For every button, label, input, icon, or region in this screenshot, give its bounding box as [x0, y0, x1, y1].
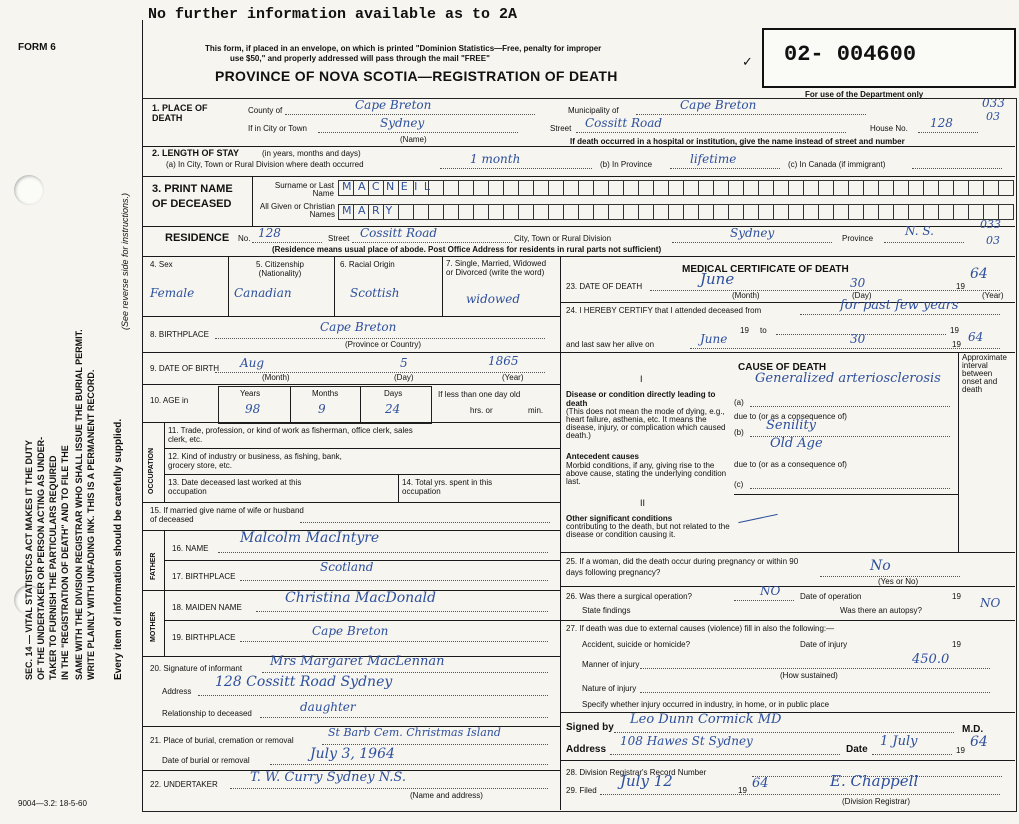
- age-days: 24: [385, 402, 401, 416]
- rule: [560, 760, 1015, 761]
- residence-prov-line: [884, 242, 964, 243]
- findings-label: State findings: [582, 606, 631, 615]
- attended-from: for past few years: [840, 298, 959, 313]
- mother-birthplace-line: [240, 641, 548, 642]
- municipality-label: Municipality of: [568, 106, 619, 115]
- certify-19-a: 19: [740, 326, 749, 335]
- dob-day-sub: (Day): [394, 373, 414, 382]
- last-saw-month: June: [700, 332, 728, 346]
- cause-a-line: [750, 406, 950, 407]
- residence-code-1: 033: [980, 218, 1001, 231]
- death-year: 64: [970, 266, 988, 282]
- rule: [164, 590, 165, 656]
- age-label: 10. AGE in: [150, 396, 189, 405]
- physician-address: 108 Hawes St Sydney: [620, 734, 753, 748]
- rule: [142, 316, 560, 317]
- birthplace-value: Cape Breton: [320, 320, 397, 334]
- stay-a-value: 1 month: [470, 152, 521, 166]
- pregnancy-value: No: [870, 558, 891, 574]
- father-birthplace-label: 17. BIRTHPLACE: [172, 572, 236, 581]
- birthplace-sub: (Province or Country): [345, 340, 422, 349]
- certify-19-b: 19: [950, 326, 959, 335]
- father-birthplace-line: [240, 580, 548, 581]
- burial-date-label: Date of burial or removal: [162, 756, 250, 765]
- relationship-line: [260, 717, 548, 718]
- occupation-11-label: 11. Trade, profession, or kind of work as fisherman, office clerk, sales clerk, etc.: [168, 426, 413, 444]
- other-conditions-label: Other significant conditions: [566, 514, 673, 523]
- given-value: MARY: [342, 204, 399, 217]
- county-line: [285, 114, 535, 115]
- certify-from-line: [800, 314, 1000, 315]
- death-month-sub: (Month): [732, 291, 760, 300]
- father-vertical-label: FATHER: [150, 552, 157, 580]
- min-label: min.: [528, 406, 544, 415]
- rule: [442, 256, 443, 316]
- cause-a-label: (a): [734, 398, 744, 407]
- surname-value: MACNEIL: [342, 180, 437, 193]
- rule: [560, 620, 1015, 621]
- rule: [734, 494, 958, 495]
- stay-b-line: [670, 168, 780, 169]
- signed-date-line: [872, 754, 952, 755]
- rule: [290, 386, 291, 422]
- city-value: Sydney: [380, 116, 425, 130]
- sex-label: 4. Sex: [150, 260, 173, 269]
- residence-street-line: [352, 242, 512, 243]
- accident-label: Accident, suicide or homicide?: [582, 640, 691, 649]
- interval-label: Approximate interval between onset and death: [962, 353, 1007, 394]
- municipality-line: [636, 114, 866, 115]
- street-value: Cossitt Road: [585, 116, 663, 130]
- residence-city-label: City, Town or Rural Division: [514, 234, 612, 243]
- burial-place-line: [322, 744, 548, 745]
- father-birthplace: Scotland: [320, 560, 374, 574]
- mother-maiden-line: [256, 611, 548, 612]
- street-line: [576, 132, 846, 133]
- record-number-label: 28. Division Registrar's Record Number: [566, 768, 707, 777]
- surgical-value: NO: [760, 584, 781, 598]
- due-to-label-2: due to (or as a consequence of): [734, 460, 847, 469]
- surname-boxes[interactable]: [338, 180, 1014, 196]
- certify-to-label: to: [760, 326, 767, 335]
- rule: [142, 422, 560, 423]
- stay-c-line: [912, 168, 1002, 169]
- residence-no-line: [252, 242, 322, 243]
- residence-prov: N. S.: [905, 224, 934, 238]
- dob-label: 9. DATE OF BIRTH: [150, 364, 220, 373]
- filed-year: 64: [752, 776, 769, 791]
- autopsy-value: NO: [980, 596, 1001, 610]
- given-label: All Given or Christian Names: [259, 202, 335, 219]
- surgical-label: 26. Was there a surgical operation?: [566, 592, 692, 601]
- part-ii: II: [640, 498, 646, 508]
- dob-day: 5: [400, 356, 408, 370]
- informant-signature: Mrs Margaret MacLennan: [270, 654, 445, 669]
- dob-year: 1865: [488, 354, 519, 368]
- racial-origin-value: Scottish: [350, 286, 400, 300]
- informant-label: 20. Signature of informant: [150, 664, 243, 673]
- dept-code-1: 033: [982, 96, 1005, 110]
- burial-place-label: 21. Place of burial, cremation or removal: [150, 736, 294, 745]
- cause-a-value: Generalized arteriosclerosis: [755, 371, 941, 386]
- rule: [334, 256, 335, 316]
- medical-certificate-title: MEDICAL CERTIFICATE OF DEATH: [682, 264, 849, 275]
- spouse-line: [300, 522, 550, 523]
- date-of-death-line: [650, 290, 1000, 291]
- rule: [142, 146, 1015, 147]
- cause-c-label: (c): [734, 480, 744, 489]
- stay-b-value: lifetime: [690, 152, 737, 166]
- marital-value: widowed: [466, 292, 521, 306]
- age-years-label: Years: [240, 389, 261, 398]
- rule: [560, 712, 1015, 713]
- notice-line-1: This form, if placed in an envelope, on which is printed "Dominion Statistics—Free, penalty for improper: [205, 44, 602, 53]
- birthplace-label: 8. BIRTHPLACE: [150, 330, 209, 339]
- relationship-value: daughter: [300, 700, 356, 714]
- rule: [560, 586, 1015, 587]
- death-day: 30: [850, 276, 866, 290]
- cause-of-death-title: CAUSE OF DEATH: [738, 362, 827, 373]
- nature-label: Nature of injury: [582, 684, 637, 693]
- hrs-label: hrs. or: [470, 406, 493, 415]
- occupation-12-label: 12. Kind of industry or business, as fishing, bank, grocery store, etc.: [168, 452, 342, 470]
- injury-19: 19: [952, 640, 961, 649]
- length-of-stay-label: 2. LENGTH OF STAY: [152, 148, 240, 158]
- sex-value: Female: [150, 286, 195, 300]
- occupation-13-label: 13. Date deceased last worked at this occupation: [168, 478, 302, 496]
- date-of-death-label: 23. DATE OF DEATH: [566, 282, 643, 291]
- certify-label: 24. I HEREBY CERTIFY that I attended deceased from: [566, 306, 762, 315]
- mother-birthplace-label: 19. BIRTHPLACE: [172, 633, 236, 642]
- external-causes-label: 27. If death was due to external causes (violence) fill in also the following:—: [566, 624, 835, 633]
- rule: [560, 552, 1015, 553]
- signed-by-line: [614, 732, 954, 733]
- form-footer-code: 9004—3.2: 18-5-60: [18, 799, 87, 808]
- manner-label: Manner of injury: [582, 660, 640, 669]
- place-of-death-label: 1. PLACE OF DEATH: [152, 103, 208, 123]
- informant-address: 128 Cossitt Road Sydney: [215, 674, 393, 690]
- racial-origin-label: 6. Racial Origin: [340, 260, 395, 269]
- side-line: SEC. 14 — VITAL STATISTICS ACT MAKES IT THE DUTY: [24, 439, 34, 680]
- disease-note: (This does not mean the mode of dying, e.g., heart failure, asthenia, etc. It means the disease, injury, or complication which caused death.): [566, 407, 726, 440]
- undertaker-line: [230, 788, 548, 789]
- county-label: County of: [248, 106, 283, 115]
- residence-no: 128: [258, 226, 281, 240]
- rule: [228, 256, 229, 316]
- center-rule: [560, 256, 561, 810]
- rule: [164, 448, 560, 449]
- stay-b-label: (b) In Province: [600, 160, 653, 169]
- side-line: SAME WITH THE DIVISION REGISTRAR WHO SHALL ISSUE THE BURIAL PERMIT.: [74, 329, 84, 680]
- autopsy-label: Was there an autopsy?: [840, 606, 922, 615]
- antecedent-label: Antecedent causes: [566, 452, 639, 461]
- less-than-day-label: If less than one day old: [438, 390, 521, 399]
- filed-year-prefix: 19: [738, 786, 747, 795]
- left-rule: [142, 20, 143, 810]
- physician-address-label: Address: [566, 744, 607, 755]
- side-note: Every item of information should be carefully supplied.: [113, 418, 124, 680]
- last-saw-day: 30: [850, 332, 866, 346]
- residence-label: RESIDENCE: [165, 232, 230, 244]
- signed-date-label: Date: [846, 744, 868, 755]
- age-days-label: Days: [384, 389, 403, 398]
- spouse-label: 15. If married give name of wife or husband of deceased: [150, 506, 304, 524]
- street-label: Street: [550, 124, 572, 133]
- side-line: WRITE PLAINLY WITH UNFADING INK. THIS IS A PERMANENT RECORD.: [86, 369, 96, 680]
- house-line: [918, 132, 978, 133]
- citizenship-value: Canadian: [234, 286, 292, 300]
- division-registrar-signature: E. Chappell: [830, 772, 919, 790]
- cause-b-label: (b): [734, 428, 744, 437]
- father-name: Malcolm MacIntyre: [240, 530, 380, 546]
- side-line: OF THE UNDERTAKER OR PERSON ACTING AS UNDER-: [36, 436, 46, 680]
- print-name-label: 3. PRINT NAME OF DECEASED: [152, 183, 233, 210]
- rule: [142, 176, 1015, 177]
- death-day-sub: (Day): [852, 291, 872, 300]
- rule: [958, 352, 959, 552]
- father-name-label: 16. NAME: [172, 544, 209, 553]
- rule: [164, 422, 165, 502]
- informant-address-label: Address: [162, 687, 192, 696]
- undertaker-label: 22. UNDERTAKER: [150, 780, 218, 789]
- signed-by-label: Signed by: [566, 722, 614, 733]
- death-month: June: [700, 270, 735, 288]
- rule: [164, 474, 560, 475]
- signed-year: 64: [970, 734, 988, 750]
- occupation-14-label: 14. Total yrs. spent in this occupation: [402, 478, 493, 496]
- dob-year-sub: (Year): [502, 373, 524, 382]
- dob-month: Aug: [240, 356, 265, 370]
- rule: [360, 386, 361, 422]
- rule: [398, 474, 399, 502]
- filed-line: [600, 794, 1000, 795]
- last-saw-label: and last saw her alive on: [566, 340, 655, 349]
- undertaker-sub: (Name and address): [410, 791, 483, 800]
- mother-birthplace: Cape Breton: [312, 624, 389, 638]
- residence-street-label: Street: [328, 234, 350, 243]
- filed-date: July 12: [620, 772, 673, 790]
- top-note: No further information available as to 2A: [148, 6, 518, 23]
- disease-label: Disease or condition directly leading to death: [566, 390, 716, 408]
- mother-vertical-label: MOTHER: [150, 611, 157, 642]
- pregnancy-label: 25. If a woman, did the death occur during pregnancy or within 90 days following pregnancy?: [566, 557, 799, 577]
- signed-date: 1 July: [880, 734, 918, 749]
- due-to-label-1: due to (or as a consequence of): [734, 412, 847, 421]
- informant-address-line: [198, 695, 548, 696]
- residence-street: Cossitt Road: [360, 226, 438, 240]
- burial-date-line: [270, 764, 548, 765]
- cause-c-line: [750, 488, 950, 489]
- notice-line-2: use $50," and properly addressed will pass through the mail "FREE": [230, 54, 490, 63]
- given-boxes[interactable]: [338, 204, 1014, 220]
- name-sublabel: (Name): [400, 135, 427, 144]
- last-saw-19: 19: [952, 340, 961, 349]
- side-line: TAKER TO FURNISH THE PARTICULARS REQUIRED: [48, 455, 58, 680]
- mother-maiden: Christina MacDonald: [285, 590, 436, 606]
- death-year-sub: (Year): [982, 291, 1004, 300]
- residence-code-2: 03: [986, 234, 1000, 247]
- death-year-prefix: 19: [956, 282, 965, 291]
- dept-code-2: 03: [986, 110, 1000, 123]
- manner-code: 450.0: [912, 652, 950, 667]
- age-months-label: Months: [312, 389, 339, 398]
- rule: [252, 177, 253, 227]
- informant-line: [262, 672, 548, 673]
- rule: [142, 384, 560, 385]
- cause-b-value: Senility: [766, 418, 817, 433]
- residence-prov-label: Province: [842, 234, 874, 243]
- birthplace-line: [215, 338, 545, 339]
- specify-label: Specify whether injury occurred in industry, in home, or in public place: [582, 700, 830, 709]
- side-instructions: [24, 329, 124, 690]
- burial-date: July 3, 1964: [310, 746, 395, 762]
- surname-label: Surname or Last Name: [274, 181, 334, 198]
- house-label: House No.: [870, 124, 908, 133]
- registration-number-box: [762, 28, 1016, 88]
- residence-note: (Residence means usual place of abode. Post Office Address for residents in rural parts not sufficient): [272, 245, 662, 254]
- rule: [142, 256, 1015, 257]
- citizenship-label: 5. Citizenship (Nationality): [255, 260, 305, 278]
- municipality-value: Cape Breton: [680, 98, 757, 112]
- city-label: If in City or Town: [248, 124, 307, 133]
- form-number: FORM 6: [18, 42, 56, 53]
- manner-line: [640, 668, 990, 669]
- division-registrar-sub: (Division Registrar): [842, 797, 911, 806]
- burial-place: St Barb Cem. Christmas Island: [328, 726, 501, 739]
- physician-address-line: [610, 754, 840, 755]
- rule: [560, 352, 1015, 353]
- side-line: IN THE "REGISTRATION OF DEATH" AND TO FILE THE: [60, 445, 70, 680]
- stay-a-label: (a) In City, Town or Rural Division where death occurred: [166, 160, 364, 169]
- md-label: M.D.: [962, 724, 984, 735]
- rule: [164, 620, 560, 621]
- other-conditions-note: contributing to the death, but not related to the disease or condition causing it.: [566, 522, 730, 539]
- rule: [142, 502, 560, 503]
- marital-label: 7. Single, Married, Widowed or Divorced (write the word): [446, 259, 547, 277]
- father-name-line: [218, 552, 548, 553]
- form-title: PROVINCE OF NOVA SCOTIA—REGISTRATION OF DEATH: [215, 68, 618, 84]
- check-mark: ✓: [742, 54, 753, 69]
- operation-date-label: Date of operation: [800, 592, 862, 601]
- mother-maiden-label: 18. MAIDEN NAME: [172, 603, 242, 612]
- county-value: Cape Breton: [355, 98, 432, 112]
- residence-no-label: No.: [238, 234, 251, 243]
- nature-line: [640, 692, 990, 693]
- surgical-line: [734, 600, 794, 601]
- hospital-note: If death occurred in a hospital or institution, give the name instead of street and number: [570, 137, 905, 146]
- registration-number: 02- 004600: [784, 42, 917, 67]
- part-i: I: [640, 374, 643, 384]
- age-months: 9: [318, 402, 326, 416]
- residence-city: Sydney: [730, 226, 775, 240]
- stay-a-line: [440, 168, 592, 169]
- antecedent-note: Morbid conditions, if any, giving rise to the above cause, stating the underlying condition last.: [566, 461, 727, 486]
- age-years: 98: [245, 402, 261, 416]
- cause-c-value: Old Age: [770, 436, 823, 451]
- yes-no-sub: (Yes or No): [878, 577, 919, 586]
- dob-month-sub: (Month): [262, 373, 290, 382]
- side-note-2: (See reverse side for instructions.): [120, 192, 130, 330]
- length-sub: (in years, months and days): [262, 149, 361, 158]
- department-use-label: For use of the Department only: [805, 90, 924, 99]
- last-saw-year: 64: [968, 330, 984, 344]
- undertaker-value: T. W. Curry Sydney N.S.: [250, 770, 406, 785]
- house-value: 128: [930, 116, 953, 130]
- signed-year-prefix: 19: [956, 746, 965, 755]
- filed-label: 29. Filed: [566, 786, 597, 795]
- injury-date-label: Date of injury: [800, 640, 848, 649]
- rule: [142, 352, 560, 353]
- occupation-vertical-label: OCCUPATION: [148, 447, 155, 494]
- stay-c-label: (c) In Canada (if immigrant): [788, 160, 886, 169]
- how-sustained-sub: (How sustained): [780, 671, 838, 680]
- operation-19: 19: [952, 592, 961, 601]
- residence-city-line: [672, 242, 832, 243]
- city-line: [318, 132, 518, 133]
- relationship-label: Relationship to deceased: [162, 709, 252, 718]
- signed-by-value: Leo Dunn Cormick MD: [630, 712, 782, 727]
